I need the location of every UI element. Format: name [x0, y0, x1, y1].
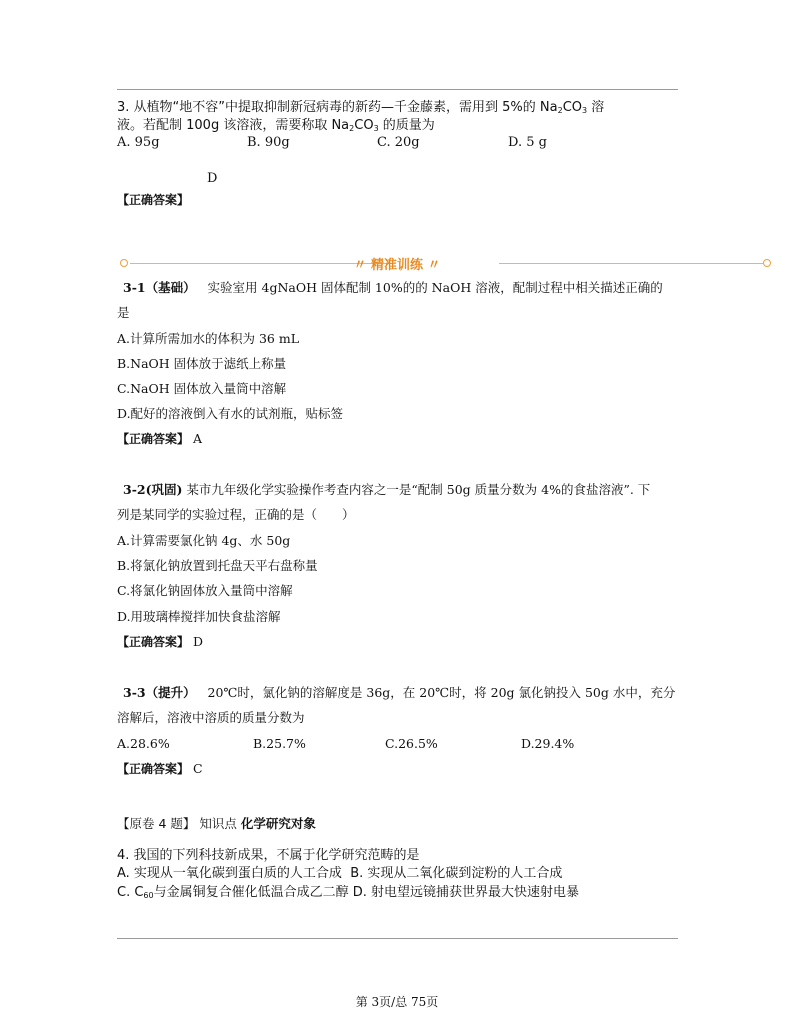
- q3-option-a: A. 95g: [117, 135, 160, 150]
- q3-option-b: B. 90g: [247, 135, 290, 150]
- q3-3-answer: 【正确答案】 C: [117, 761, 203, 776]
- q3-3-option-b: B.25.7%: [253, 736, 306, 751]
- q3-option-d: D. 5 g: [508, 135, 547, 150]
- q3-3-line1: 3-3（提升） 20℃时，氯化钠的溶解度是 36g，在 20℃时，将 20g 氯化钠投入 50g 水中，充分: [123, 685, 676, 700]
- q3-1-answer: 【正确答案】 A: [117, 431, 203, 446]
- q3-2-answer: 【正确答案】 D: [117, 634, 204, 649]
- q3-1-option-c: C.NaOH 固体放入量筒中溶解: [117, 381, 287, 396]
- q3-1-option-a: A.计算所需加水的体积为 36 mL: [117, 331, 300, 346]
- q3-2-option-d: D.用玻璃棒搅拌加快食盐溶解: [117, 609, 281, 624]
- q4-stem: 4. 我国的下列科技新成果，不属于化学研究范畴的是: [117, 848, 420, 863]
- top-rule: [117, 89, 678, 90]
- q3-1-tag: 3-1（基础）: [123, 280, 196, 295]
- q3-1-line1: 3-1（基础） 实验室用 4gNaOH 固体配制 10%的的 NaOH 溶液，配制过程中相关描述正确的: [123, 280, 663, 295]
- q3-1-option-d: D.配好的溶液倒入有水的试剂瓶，贴标签: [117, 406, 344, 421]
- q3-1-line2: 是: [117, 305, 130, 320]
- q3-3-option-c: C.26.5%: [385, 736, 438, 751]
- q4-header: 【原卷 4 题】 知识点 化学研究对象: [117, 816, 316, 831]
- page-number: 第 3页/总 75页: [355, 995, 439, 1009]
- banner-deco-right-icon: 〃: [423, 258, 441, 273]
- q3-1-option-b: B.NaOH 固体放于滤纸上称量: [117, 356, 287, 371]
- q3-option-c: C. 20g: [377, 135, 420, 150]
- q3-answer-label: 【正确答案】: [117, 193, 190, 207]
- q3-2-line2: 列是某同学的实验过程，正确的是（ ）: [117, 507, 355, 522]
- q3-3-option-a: A.28.6%: [117, 736, 170, 751]
- q3-2-line1: 3-2(巩固) 某市九年级化学实验操作考查内容之一是“配制 50g 质量分数为 4%的食盐溶液”. 下: [123, 482, 651, 497]
- q3-3-option-d: D.29.4%: [521, 736, 575, 751]
- banner-title: 〃 精准训练 〃: [353, 258, 441, 273]
- q3-2-option-b: B.将氯化钠放置到托盘天平右盘称量: [117, 558, 318, 573]
- q3-2-option-a: A.计算需要氯化钠 4g、水 50g: [117, 533, 291, 548]
- banner-line-right: [499, 263, 763, 264]
- q3-answer-value: D: [207, 171, 218, 186]
- bottom-rule: [117, 938, 678, 939]
- q3-2-tag: 3-2(巩固): [123, 482, 183, 497]
- q4-option-ab: A. 实现从一氧化碳到蛋白质的人工合成 B. 实现从二氧化碳到淀粉的人工合成: [117, 866, 563, 881]
- banner-dot-right: [763, 259, 771, 267]
- q3-line2: 液。若配制 100g 该溶液，需要称取 $Na_2CO_3$ 的质量为: [117, 118, 435, 133]
- q3-line1: 3. 从植物“地不容”中提取抑制新冠病毒的新药—千金藤素，需用到 5%的 $Na_2CO_3$ 溶: [117, 100, 605, 115]
- q3-3-line2: 溶解后，溶液中溶质的质量分数为: [117, 710, 305, 725]
- q3-2-option-c: C.将氯化钠固体放入量筒中溶解: [117, 583, 293, 598]
- banner-deco-left-icon: 〃: [353, 258, 371, 273]
- q4-option-cd: C. $C_{60}$与金属铜复合催化低温合成乙二醇 D. 射电望远镜捕获世界最大快速射电暴: [117, 885, 580, 900]
- q3-3-tag: 3-3（提升）: [123, 685, 196, 700]
